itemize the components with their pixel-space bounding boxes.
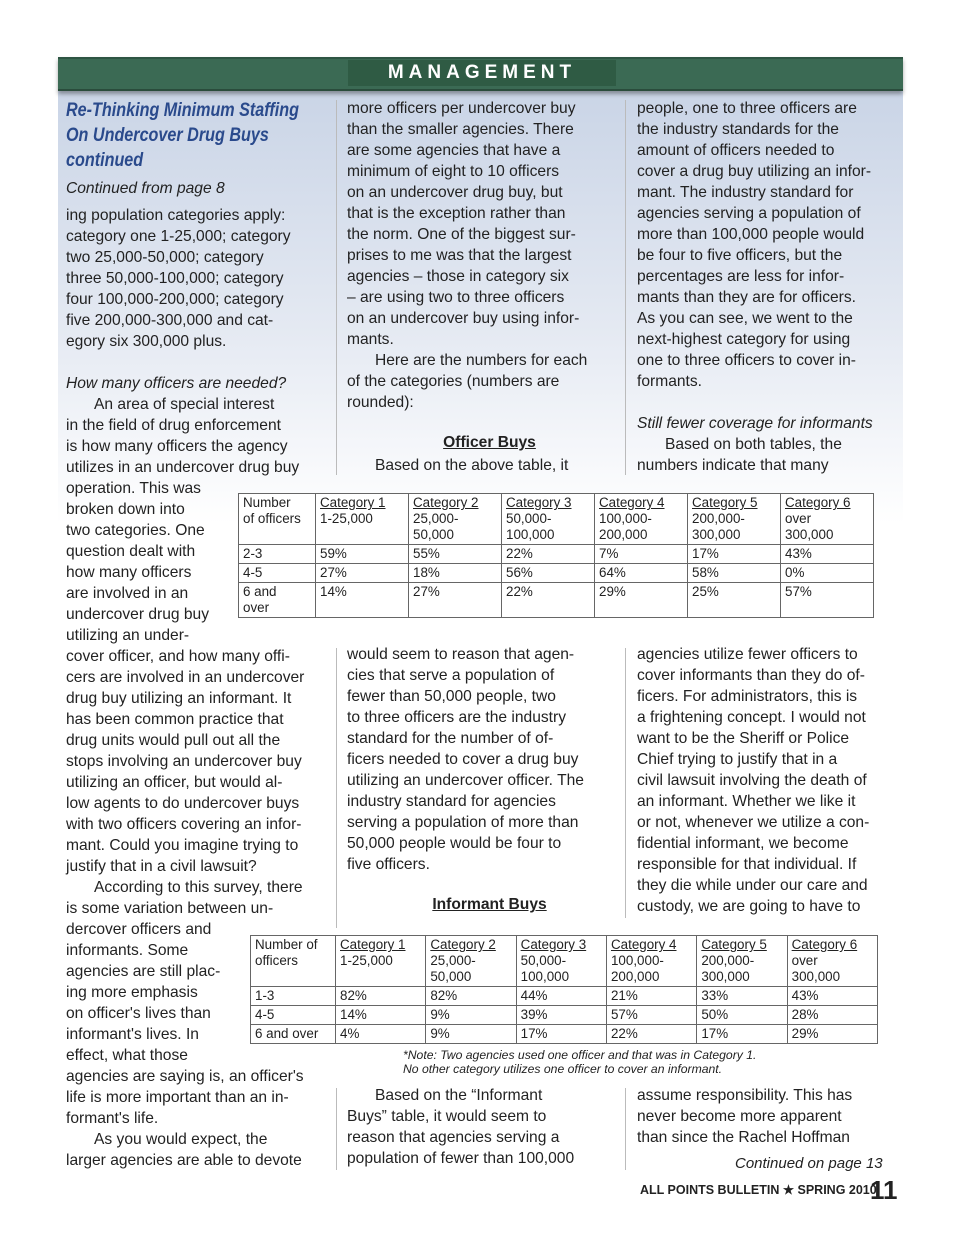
column-2-middle: would seem to reason that agen- cies that serve a population of fewer than 50,000 people, two to three officers are the industry standard for the number of of- ficers needed to cover a drug buy utilizing an undercover officer. The industry standard for agencies serving a population of more than 50,000 people would be four to five officers. — [347, 646, 584, 873]
column-divider-2b — [625, 648, 626, 918]
table-header-cell: Category 4 100,000- 200,000 — [606, 936, 696, 987]
column-divider-1b — [336, 648, 337, 928]
table-header-cell: Category 2 25,000- 50,000 — [409, 494, 502, 545]
table-header-cell: Category 6 over 300,000 — [781, 494, 874, 545]
continued-on: Continued on page 13 — [735, 1155, 883, 1172]
col1-paragraph-4: As you would expect, the larger agencies are able to devote — [66, 1131, 302, 1169]
table-header-cell: Category 2 25,000- 50,000 — [426, 936, 516, 987]
col2-after-heading: Based on the above table, it — [375, 457, 569, 474]
table-row: 6 and over 4% 9% 17% 22% 17% 29% — [251, 1025, 878, 1044]
col1-paragraph-1: ing population categories apply: category one 1-25,000; category two 25,000-50,000; category three 50,000-100,000; category four 100,000-200,000; category five 200,000-300,000 and cat- egory six 300,000 plus. — [66, 207, 291, 350]
table-header-cell: Category 6 over 300,000 — [787, 936, 877, 987]
column-divider-1c — [336, 1088, 337, 1170]
col1-paragraph-3: According to this survey, there is some variation between un- dercover officers and informants. Some agencies are still plac- ing more emphasis on officer's lives than informant's lives. In effect, what those agencies are saying is, an officer's life is more important than an in- formant's life. — [66, 879, 304, 1127]
column-3-top: people, one to three officers are the industry standards for the amount of officers needed to cover a drug buy utilizing an infor- mant. The industry standard for agencies serving a population of more than 100,000 people would be four to five officers, but the percentages are less for infor- mants than they are for officers. As you can see, we went to the next-highest category for using one to three officers to cover in- formants. Still fewer coverage for informants Based on both tables, the numbers indicate that many — [637, 98, 907, 476]
informant-buys-heading: Informant Buys — [432, 896, 547, 913]
table-header-cell: Category 1 1-25,000 — [316, 494, 409, 545]
table-row: 2-3 59% 55% 22% 7% 17% 43% — [239, 545, 874, 564]
table-row: 6 and over 14% 27% 22% 29% 25% 57% — [239, 583, 874, 618]
column-3-bottom: assume responsibility. This has never become more apparent than since the Rachel Hoffman — [637, 1087, 853, 1146]
col1-paragraph-2: An area of special interest in the field of drug enforcement is how many officers the agency utilizes in an undercover drug buy operation. This was broken down into two categories. One question dealt with how many officers are involved in an undercover drug buy utilizing an under- cover officer, and how many offi- cers are involved in an undercover drug buy utilizing an informant. It has been common practice that drug units would pull out all the stops involving an undercover buy utilizing an officer, but would al- low agents to do undercover buys with two officers covering an infor- mant. Could you imagine trying to justify that in a civil lawsuit? — [66, 396, 305, 875]
section-tag: MANAGEMENT — [348, 60, 616, 86]
table-corner: Number of officers — [251, 936, 336, 987]
subhead-still-fewer: Still fewer coverage for informants — [637, 415, 873, 432]
table-row: 4-5 27% 18% 56% 64% 58% 0% — [239, 564, 874, 583]
table-corner: Number of officers — [239, 494, 316, 545]
column-divider-2a — [625, 100, 626, 475]
officer-buys-heading: Officer Buys — [443, 434, 536, 451]
informant-table-note: *Note: Two agencies used one officer and that was in Category 1. No other category utilizes one officer to cover an informant. — [403, 1048, 757, 1076]
table-header-cell: Category 1 1-25,000 — [336, 936, 426, 987]
table-header-cell: Category 5 200,000- 300,000 — [688, 494, 781, 545]
table-row: 1-3 82% 82% 44% 21% 33% 43% — [251, 987, 878, 1006]
continued-from: Continued from page 8 — [66, 180, 225, 197]
informant-buys-table — [250, 935, 878, 1044]
column-divider-2c — [625, 1088, 626, 1170]
page-number: 11 — [870, 1175, 898, 1205]
table-header-cell: Category 4 100,000- 200,000 — [595, 494, 688, 545]
column-divider-1a — [336, 100, 337, 475]
article-title: Re-Thinking Minimum Staffing On Undercover Drug Buys continued — [66, 100, 299, 171]
column-2-top: more officers per undercover buy than the smaller agencies. There are some agencies that have a minimum of eight to 10 officers on an undercover drug buy, but that is the exception rather than the norm. One of the biggest sur- prises to me was that the largest agencies – those in category six – are using two to three officers on an undercover buy using infor- mants. Here are the numbers for each of the categories (numbers are rounded): — [347, 100, 588, 411]
subhead-how-many: How many officers are needed? — [66, 375, 287, 392]
table-header-cell: Category 5 200,000- 300,000 — [697, 936, 787, 987]
column-3-middle: agencies utilize fewer officers to cover informants than they do of- ficers. For administrators, this is a frightening concept. I would not want to be the Sheriff or Police Chief trying to justify that in a civil lawsuit involving the death of an informant. Whether we like it or not, whenever we utilize a con- fidential informant, we become responsible for that individual. If they die while under our care and custody, we are going to have to — [637, 646, 870, 915]
table-header-cell: Category 3 50,000- 100,000 — [502, 494, 595, 545]
table-row: 4-5 14% 9% 39% 57% 50% 28% — [251, 1006, 878, 1025]
column-2-bottom: Based on the “Informant Buys” table, it would seem to reason that agencies serving a population of fewer than 100,000 — [347, 1087, 575, 1167]
table-header-cell: Category 3 50,000- 100,000 — [516, 936, 606, 987]
officer-buys-table — [238, 493, 874, 618]
publication-footer: ALL POINTS BULLETIN ★ SPRING 2010 — [640, 1183, 877, 1197]
